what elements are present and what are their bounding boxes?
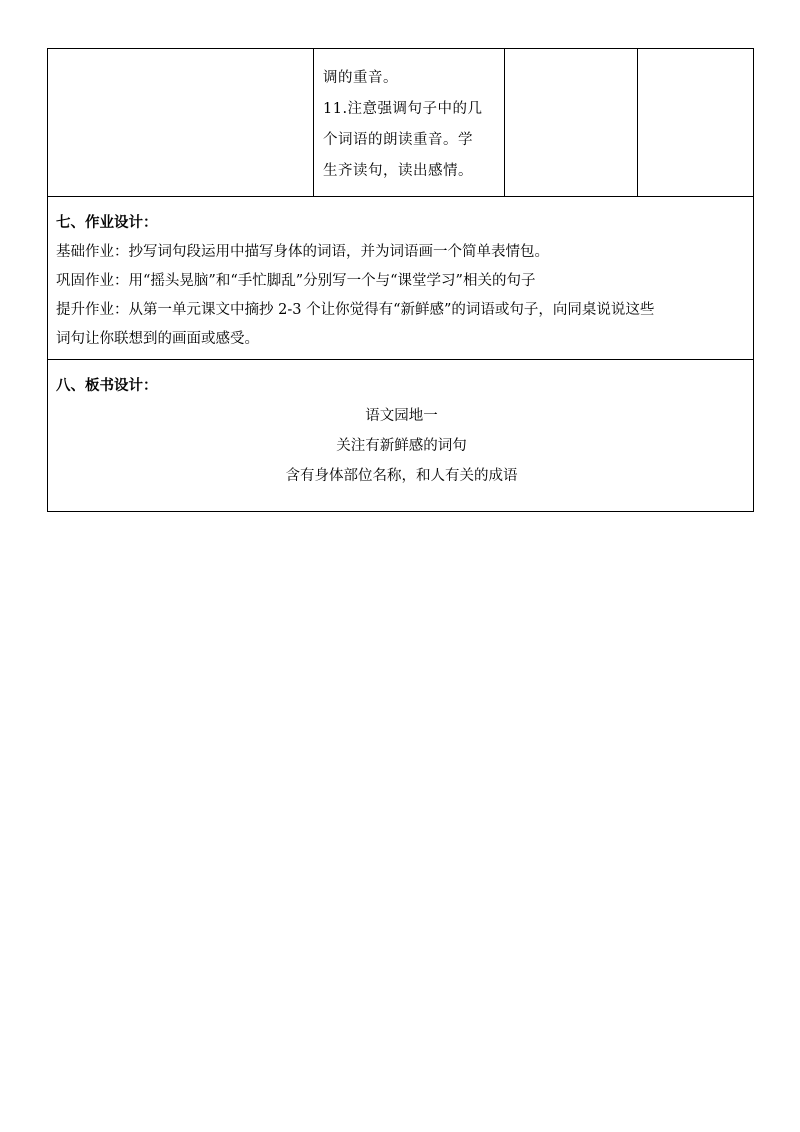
steps-col3-cell [505,49,638,197]
teaching-steps-row [48,49,754,197]
homework-section-title: 七、作业设计： [56,215,158,231]
steps-line: 11.注意强调句子中的几 [323,101,483,117]
homework-design-cell [48,197,754,360]
board-design-row [48,360,754,512]
homework-advanced-line: 提升作业：从第一单元课文中摘抄 2-3 个让你觉得有“新鲜感”的词语或句子，向同桌说说这些 [56,302,655,318]
board-subheading-line: 关注有新鲜感的词句 [336,438,467,454]
homework-design-row [48,197,754,360]
homework-basic-line: 基础作业：抄写词句段运用中描写身体的词语，并为词语画一个简单表情包。 [56,244,549,260]
steps-content-cell [314,49,505,197]
board-detail-line: 含有身体部位名称，和人有关的成语 [285,468,518,484]
board-content [56,401,747,491]
steps-line: 调的重音。 [323,70,398,86]
steps-line: 生齐读句，读出感情。 [323,163,473,179]
lesson-plan-table [47,48,754,512]
board-section-title: 八、板书设计： [56,378,158,394]
steps-col1-cell [48,49,314,197]
steps-col4-cell [638,49,754,197]
steps-line: 个词语的朗读重音。学 [323,132,473,148]
homework-advanced-line-cont: 词句让你联想到的画面或感受。 [56,331,259,347]
board-design-cell [48,360,754,512]
board-heading-line: 语文园地一 [365,408,438,424]
homework-consolidate-line: 巩固作业：用“摇头晃脑”和“手忙脚乱”分别写一个与“课堂学习”相关的句子 [56,273,536,289]
